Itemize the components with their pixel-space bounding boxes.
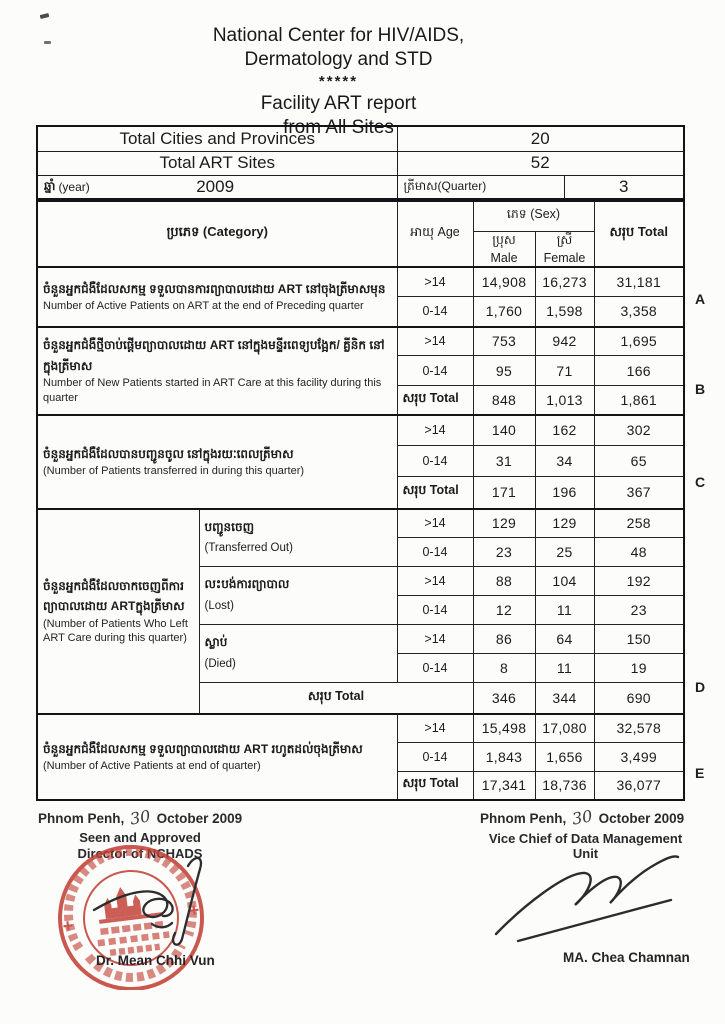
female-value: 129 xyxy=(535,509,594,538)
subcategory-english: (Died) xyxy=(204,657,236,670)
total-value: 19 xyxy=(594,654,684,683)
female-value: 1,598 xyxy=(535,297,594,327)
report-title-line1: Facility ART report xyxy=(260,93,417,114)
total-value: 23 xyxy=(594,596,684,625)
total-value: 1,861 xyxy=(594,386,684,415)
female-value: 1,013 xyxy=(535,386,594,415)
total-cities-value: 20 xyxy=(397,126,684,151)
male-value: 95 xyxy=(473,356,535,386)
summary-table xyxy=(36,125,685,200)
year-label-en: (year) xyxy=(58,179,90,194)
subcategory-english: (Transferred Out) xyxy=(204,542,293,555)
age-cell: 0-14 xyxy=(397,356,473,386)
total-value: 36,077 xyxy=(594,772,684,800)
section-b-category xyxy=(37,327,397,415)
male-value: 86 xyxy=(473,625,535,654)
total-value: 3,358 xyxy=(594,297,684,327)
section-letter-d: D xyxy=(695,679,706,695)
left-place: Phnom Penh, xyxy=(38,811,125,826)
subcategory-lost xyxy=(199,567,397,625)
female-value: 344 xyxy=(535,683,594,714)
quarter-label: ត្រីមាស(Quarter) xyxy=(397,175,564,199)
section-letter-c: C xyxy=(695,474,706,490)
section-b-khmer: ចំនួនអ្នកជំងឺថ្មីចាប់ផ្តើមព្យាបាលដោយ ART នៅក្នុងមន្ទីរពេទ្យបង្អែក/ គ្លីនិក នៅក្នុងត្រីមាស xyxy=(43,338,385,373)
section-d-khmer: ចំនួនអ្នកជំងឺដែលចាកចេញពីការ ព្យាបាលដោយ ARTក្នុងត្រីមាស xyxy=(43,578,185,614)
male-value: 12 xyxy=(473,596,535,625)
subtotal-label: សរុប Total xyxy=(397,386,473,415)
female-value: 64 xyxy=(535,625,594,654)
female-value: 17,080 xyxy=(535,714,594,743)
table-header-row xyxy=(37,201,684,231)
year-value: 2009 xyxy=(196,176,235,196)
table-row xyxy=(37,415,684,446)
seen-approved-line: Seen and Approved xyxy=(79,830,201,845)
section-d-category xyxy=(37,509,199,714)
right-place: Phnom Penh, xyxy=(480,811,567,826)
male-value: 140 xyxy=(473,415,535,446)
total-value: 690 xyxy=(594,683,684,714)
subcategory-khmer: លះបង់ការព្យាបាល xyxy=(204,577,290,592)
table-row xyxy=(37,126,684,151)
male-value: 129 xyxy=(473,509,535,538)
report-title-line2: from All Sites xyxy=(283,117,394,138)
section-d-total-label: សរុប Total xyxy=(199,683,473,714)
director-name: Dr. Mean Chhi Vun xyxy=(96,953,215,968)
year-label-khmer: ឆ្នាំ xyxy=(44,178,56,193)
section-e-category xyxy=(37,714,397,800)
female-value: 1,656 xyxy=(535,743,594,772)
male-value: 23 xyxy=(473,538,535,567)
age-cell: >14 xyxy=(397,267,473,297)
male-value: 15,498 xyxy=(473,714,535,743)
age-cell: 0-14 xyxy=(397,743,473,772)
age-cell: >14 xyxy=(397,509,473,538)
total-cities-label: Total Cities and Provinces xyxy=(37,126,397,151)
age-cell: >14 xyxy=(397,415,473,446)
vice-chief-title: Vice Chief of Data Management Unit xyxy=(488,831,683,861)
male-header: ប្រុស Male xyxy=(473,231,535,267)
year-cell xyxy=(37,175,397,199)
male-value: 753 xyxy=(473,327,535,356)
total-value: 150 xyxy=(594,625,684,654)
total-art-sites-label: Total ART Sites xyxy=(37,151,397,175)
subcategory-khmer: ស្លាប់ xyxy=(204,635,228,650)
signature-icon xyxy=(496,856,678,941)
star-separator: ***** xyxy=(318,73,359,90)
total-value: 32,578 xyxy=(594,714,684,743)
female-value: 162 xyxy=(535,415,594,446)
section-d-english: (Number of Patients Who Left ART Care during this quarter) xyxy=(43,617,188,645)
female-value: 16,273 xyxy=(535,267,594,297)
subcategory-transferred-out xyxy=(199,509,397,567)
sex-header: ភេទ (Sex) xyxy=(473,201,594,231)
total-header: សរុប Total xyxy=(594,201,684,267)
table-row xyxy=(37,714,684,743)
table-row xyxy=(37,509,684,538)
director-line: Director of NCHADS xyxy=(77,846,203,861)
age-cell: >14 xyxy=(397,327,473,356)
age-cell: 0-14 xyxy=(397,538,473,567)
section-c-khmer: ចំនួនអ្នកជំងឺដែលបានបញ្ជូនចូល នៅក្នុងរយៈពេលត្រីមាស xyxy=(43,446,294,461)
total-value: 166 xyxy=(594,356,684,386)
report-header xyxy=(0,24,725,140)
age-cell: >14 xyxy=(397,714,473,743)
section-letter-b: B xyxy=(695,381,706,397)
female-value: 104 xyxy=(535,567,594,596)
total-value: 302 xyxy=(594,415,684,446)
left-date: October 2009 xyxy=(156,811,243,826)
section-a-khmer: ចំនួនអ្នកជំងឺដែលសកម្ម ទទួលបានការព្យាបាលដោយ ART នៅចុងត្រីមាសមុន xyxy=(43,281,386,296)
age-cell: >14 xyxy=(397,567,473,596)
table-row xyxy=(37,327,684,356)
female-value: 18,736 xyxy=(535,772,594,800)
total-value: 48 xyxy=(594,538,684,567)
female-value: 25 xyxy=(535,538,594,567)
subtotal-label: សរុប Total xyxy=(397,477,473,509)
female-value: 34 xyxy=(535,446,594,477)
male-value: 88 xyxy=(473,567,535,596)
subtotal-label: សរុប Total xyxy=(397,772,473,800)
total-value: 31,181 xyxy=(594,267,684,297)
male-value: 848 xyxy=(473,386,535,415)
total-value: 65 xyxy=(594,446,684,477)
table-row xyxy=(37,267,684,297)
category-header: ប្រភេទ (Category) xyxy=(37,201,397,267)
scan-artifact xyxy=(40,13,50,19)
section-letter-a: A xyxy=(695,291,706,307)
male-value: 1,843 xyxy=(473,743,535,772)
org-name-line1: National Center for HIV/AIDS, xyxy=(212,25,465,46)
vice-chief-name: MA. Chea Chamnan xyxy=(563,950,690,965)
age-cell: 0-14 xyxy=(397,654,473,683)
male-value: 14,908 xyxy=(473,267,535,297)
age-cell: >14 xyxy=(397,625,473,654)
handwritten-day: 30 xyxy=(570,806,595,829)
subcategory-khmer: បញ្ជូនចេញ xyxy=(204,519,255,534)
total-value: 1,695 xyxy=(594,327,684,356)
subcategory-died xyxy=(199,625,397,683)
quarter-value: 3 xyxy=(564,175,684,199)
male-value: 1,760 xyxy=(473,297,535,327)
male-value: 8 xyxy=(473,654,535,683)
male-value: 346 xyxy=(473,683,535,714)
table-row xyxy=(37,175,684,199)
section-b-english: Number of New Patients started in ART Care at this facility during this quarter xyxy=(43,377,382,404)
male-value: 17,341 xyxy=(473,772,535,800)
age-cell: 0-14 xyxy=(397,446,473,477)
left-date-line xyxy=(38,808,242,827)
section-c-english: (Number of Patients transferred in during this quarter) xyxy=(43,465,305,478)
female-value: 196 xyxy=(535,477,594,509)
age-cell: 0-14 xyxy=(397,297,473,327)
subcategory-english: (Lost) xyxy=(204,599,234,612)
vice-chief-signature xyxy=(468,844,708,949)
section-a-english: Number of Active Patients on ART at the end of Preceding quarter xyxy=(43,300,364,313)
total-value: 192 xyxy=(594,567,684,596)
total-art-sites-value: 52 xyxy=(397,151,684,175)
section-letter-e: E xyxy=(695,765,705,781)
female-value: 71 xyxy=(535,356,594,386)
art-report-table xyxy=(36,200,685,801)
section-e-english: (Number of Active Patients at end of quarter) xyxy=(43,760,261,773)
male-value: 31 xyxy=(473,446,535,477)
right-date-line xyxy=(480,808,684,827)
female-value: 942 xyxy=(535,327,594,356)
total-value: 3,499 xyxy=(594,743,684,772)
female-value: 11 xyxy=(535,654,594,683)
section-a-category xyxy=(37,267,397,327)
female-value: 11 xyxy=(535,596,594,625)
section-c-category xyxy=(37,415,397,509)
age-header: អាយុ Age xyxy=(397,201,473,267)
total-value: 258 xyxy=(594,509,684,538)
right-date: October 2009 xyxy=(598,811,685,826)
male-value: 171 xyxy=(473,477,535,509)
org-name-line2: Dermatology and STD xyxy=(244,49,433,70)
female-header: ស្រី Female xyxy=(535,231,594,267)
total-value: 367 xyxy=(594,477,684,509)
section-e-khmer: ចំនួនអ្នកជំងឺដែលសកម្ម ទទួលព្យាបាលដោយ ART រហូតដល់ចុងត្រីមាស xyxy=(43,741,363,756)
table-row xyxy=(37,151,684,175)
age-cell: 0-14 xyxy=(397,596,473,625)
handwritten-day: 30 xyxy=(128,806,153,829)
